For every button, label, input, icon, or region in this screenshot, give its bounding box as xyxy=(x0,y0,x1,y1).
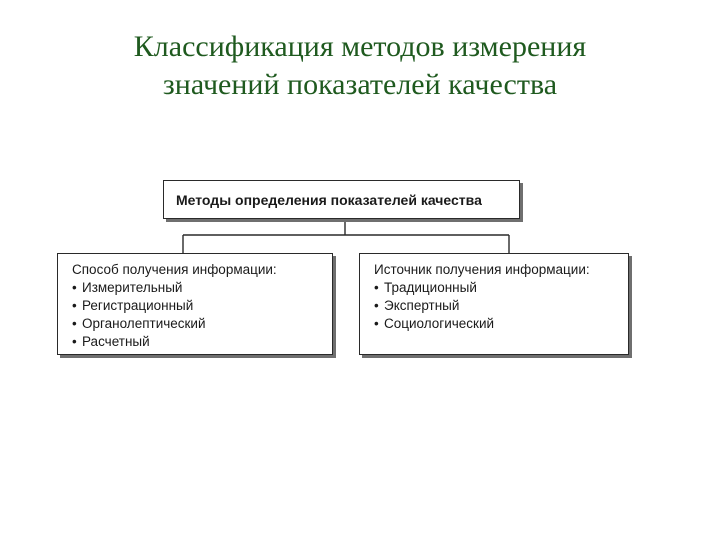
title-line-1: Классификация методов измерения xyxy=(133,30,587,63)
list-item: • Традиционный xyxy=(374,279,628,297)
right-node-heading: Источник получения информации: xyxy=(374,262,590,277)
list-item: • Органолептический xyxy=(72,315,332,333)
list-item: • Измерительный xyxy=(72,279,332,297)
root-node-box xyxy=(163,180,520,219)
left-node-box xyxy=(57,253,333,355)
right-node-list xyxy=(374,279,628,333)
list-item: • Регистрационный xyxy=(72,297,332,315)
left-node-heading: Способ получения информации: xyxy=(72,262,277,277)
list-item: • Экспертный xyxy=(374,297,628,315)
root-node-label: Методы определения показателей качества xyxy=(176,191,482,208)
left-node-list xyxy=(72,279,332,351)
list-item: • Социологический xyxy=(374,315,628,333)
right-node-box xyxy=(359,253,629,355)
list-item: • Расчетный xyxy=(72,333,332,351)
title-line-2: значений показателей качества xyxy=(162,68,558,101)
